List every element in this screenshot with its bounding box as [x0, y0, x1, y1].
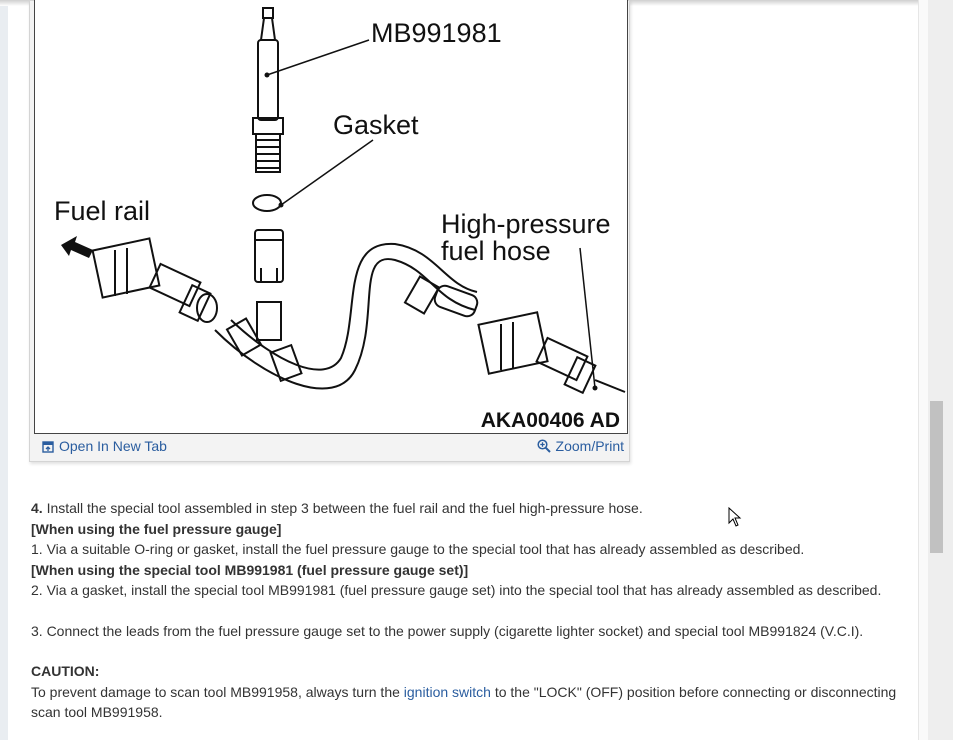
- figure-toolbar: [34, 434, 628, 459]
- step-4-number: 4.: [31, 500, 43, 516]
- figure-code: AKA00406 AD: [480, 409, 620, 432]
- heading-special-tool: [31, 560, 911, 581]
- step-4: [31, 498, 911, 519]
- caution-text-end: to the "LOCK" (OFF) position before connecting or disconnecting scan tool MB991958.: [31, 683, 897, 720]
- left-page-edge: [0, 0, 8, 740]
- item-1: 1. Via a suitable O-ring or gasket, install the fuel pressure gauge to the special tool that has already assembled as described.: [31, 541, 805, 557]
- vertical-scrollbar-thumb[interactable]: [930, 401, 943, 553]
- mouse-cursor-icon: [728, 507, 742, 527]
- caution-text: [31, 682, 911, 723]
- adapter-body: [255, 230, 283, 282]
- spacer: [31, 641, 911, 661]
- caution-label: CAUTION:: [31, 663, 100, 679]
- open-in-new-tab-label: Open In New Tab: [59, 438, 167, 454]
- heading-tool-text: [When using the special tool MB991981 (fuel pressure gauge set)]: [31, 561, 469, 578]
- magnifier-plus-icon: [537, 439, 551, 453]
- direction-arrow: [61, 236, 93, 258]
- tee-fitting: [257, 302, 281, 340]
- tool-body: [258, 40, 278, 120]
- gasket-ring: [253, 195, 281, 211]
- heading-fuel-pressure-gauge: [31, 519, 911, 540]
- gasket-label: Gasket: [333, 110, 419, 140]
- tool-neck: [261, 18, 275, 40]
- open-in-new-tab-icon: [42, 441, 54, 453]
- caution-text-start: To prevent damage to scan tool MB991958, always turn the: [31, 683, 404, 700]
- vertical-scrollbar-track[interactable]: [928, 0, 953, 740]
- caution-heading: [31, 661, 911, 682]
- zoom-print-label: Zoom/Print: [555, 438, 624, 454]
- item-3: 3. Connect the leads from the fuel pressure gauge set to the power supply (cigarette lighter socket) and special tool MB991824 (V.C.I).: [31, 622, 864, 639]
- diagram-image: [34, 0, 628, 434]
- hose-label-line2: fuel hose: [441, 236, 551, 266]
- item-2: 2. Via a gasket, install the special tool MB991981 (fuel pressure gauge set) into the special tool that has already assembled as described.: [31, 582, 882, 598]
- heading-gauge-text: [When using the fuel pressure gauge]: [31, 520, 282, 537]
- fuel-rail-label: Fuel rail: [54, 196, 151, 226]
- hose-label-line1: High-pressure: [441, 209, 611, 239]
- ignition-switch-link[interactable]: ignition switch: [403, 683, 491, 700]
- tool-tip: [263, 8, 273, 18]
- step-4-text: Install the special tool assembled in step 3 between the fuel rail and the fuel high-pressure hose.: [42, 500, 643, 516]
- zoom-print-link[interactable]: [537, 438, 624, 454]
- open-in-new-tab-link[interactable]: [42, 438, 167, 454]
- spacer: [31, 601, 911, 621]
- procedure-text: [31, 498, 911, 723]
- tool-label: MB991981: [371, 18, 502, 48]
